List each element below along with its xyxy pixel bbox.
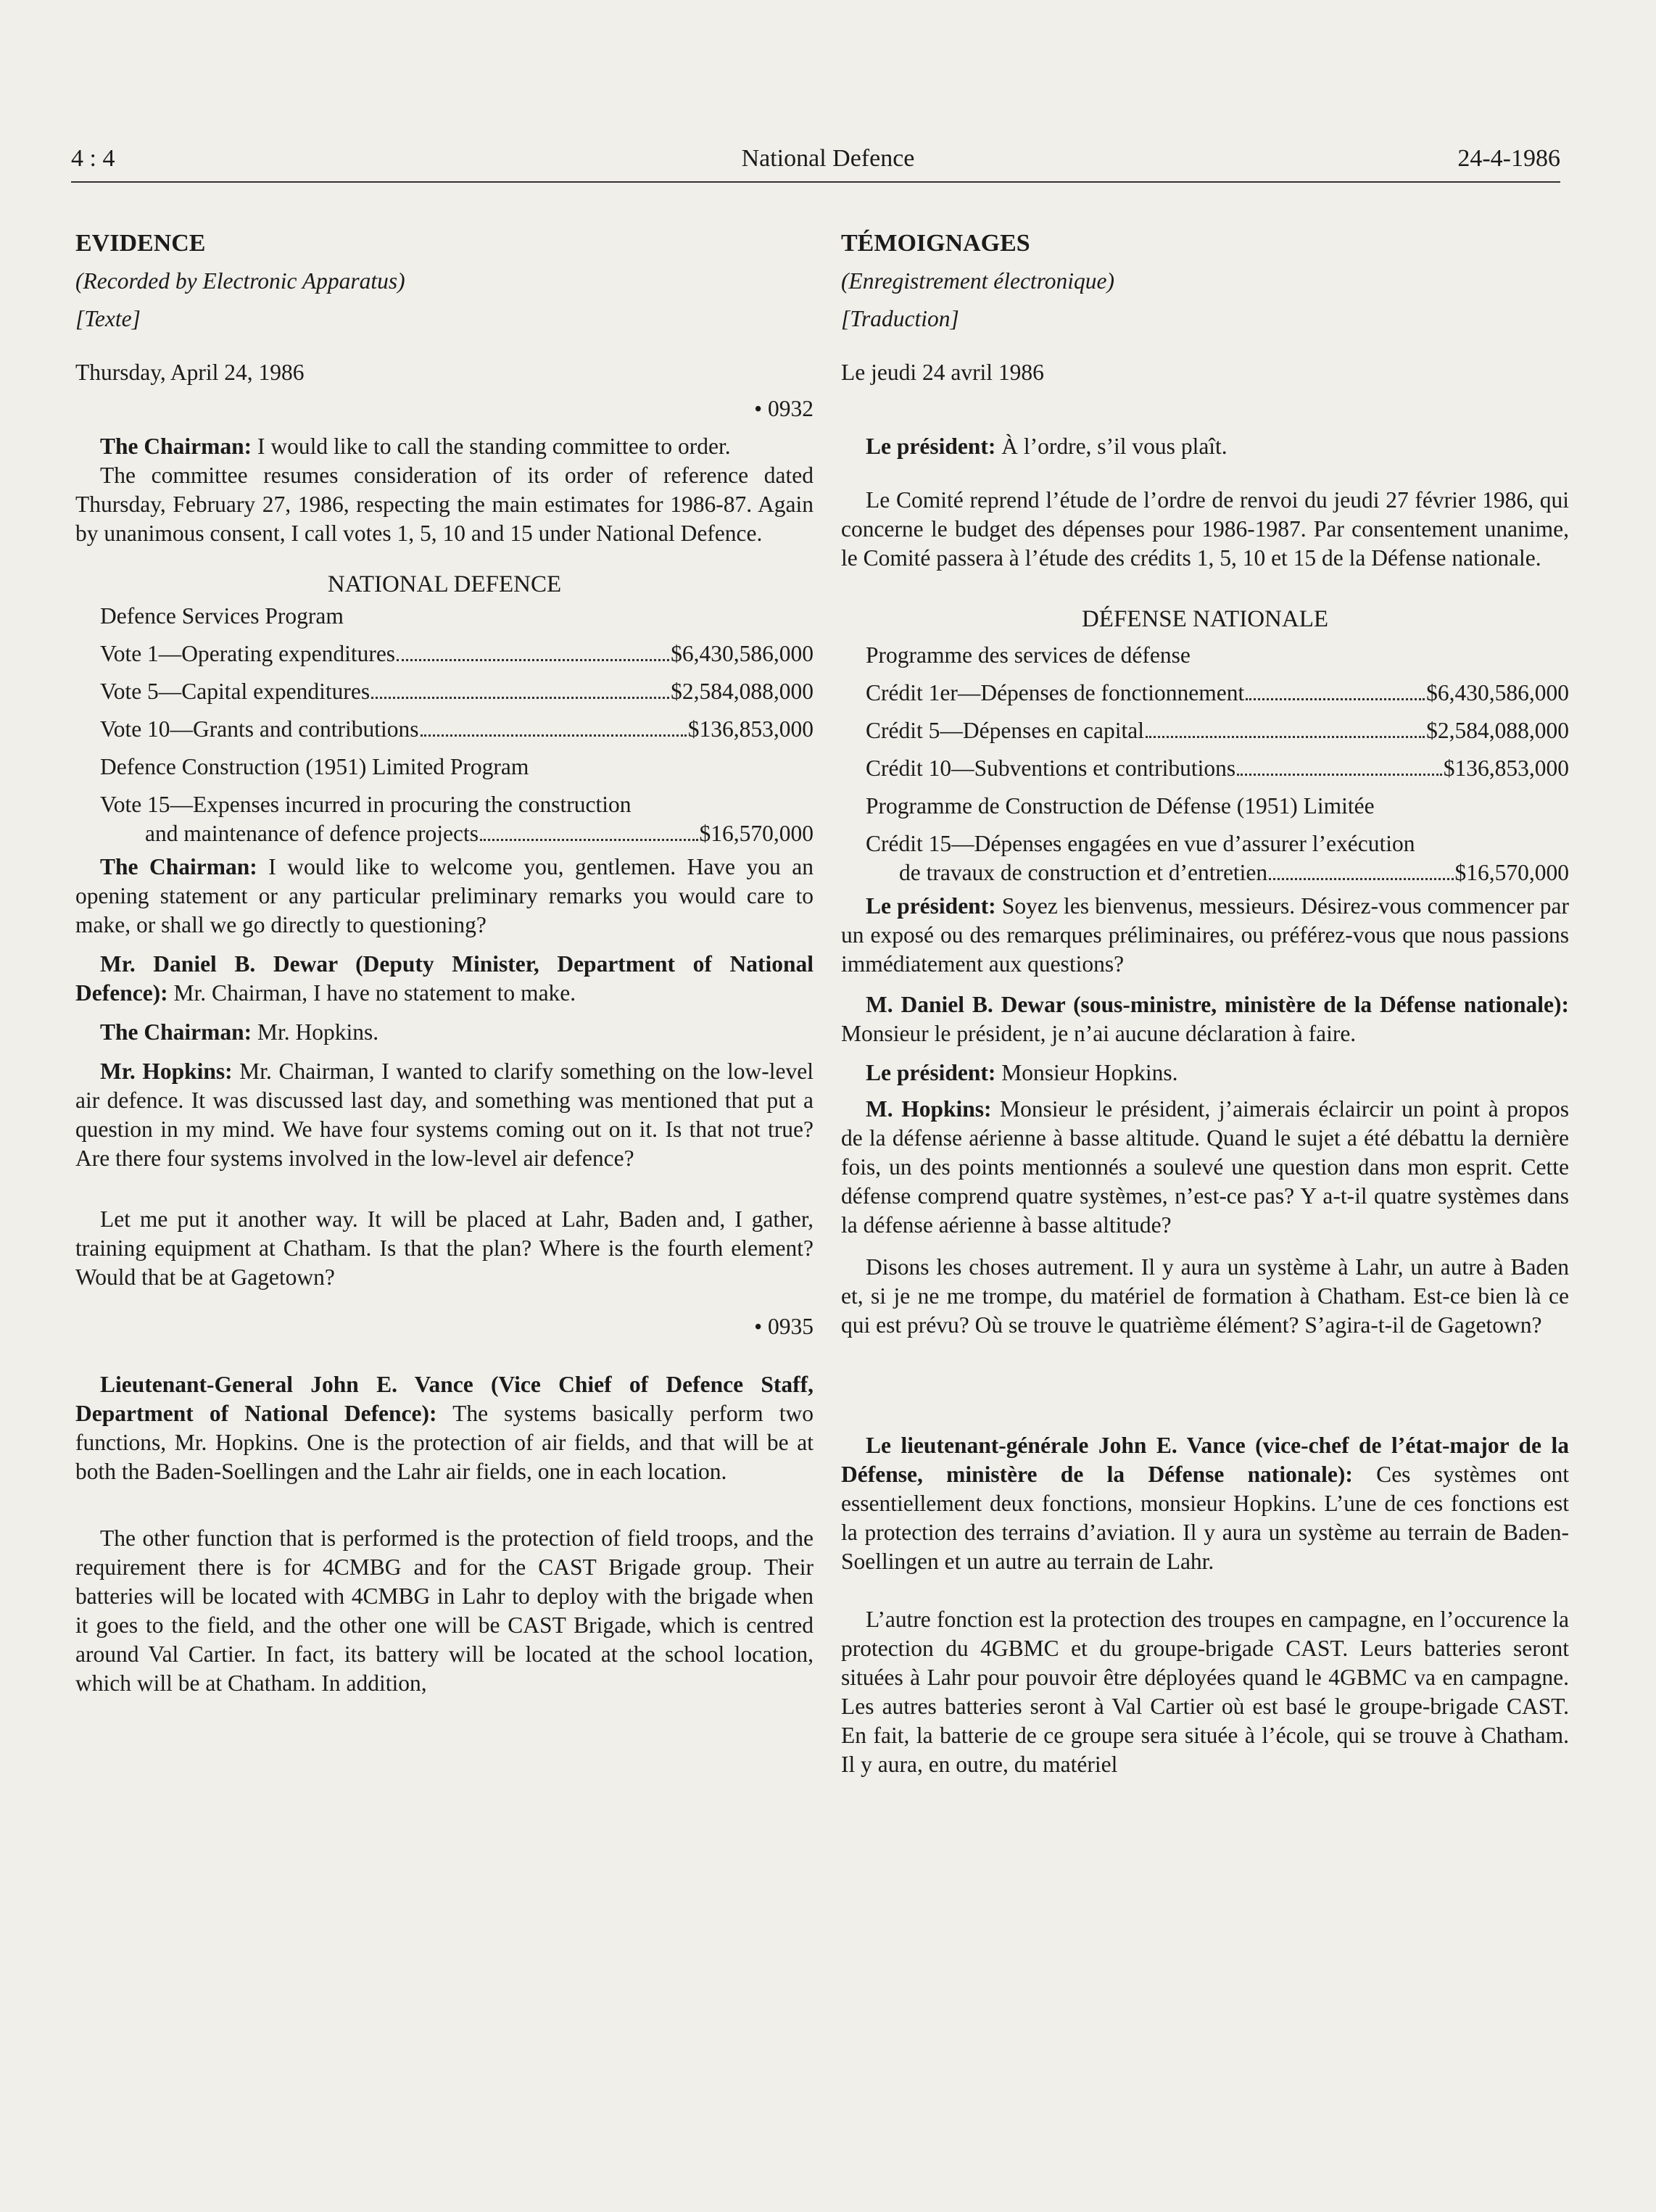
- recorded-note: (Recorded by Electronic Apparatus): [75, 268, 405, 294]
- credit-amount: $16,570,000: [1454, 860, 1569, 885]
- speaker-name: M. Hopkins:: [866, 1096, 992, 1122]
- credit-label: de travaux de construction et d’entretien: [899, 860, 1268, 885]
- program-title: Defence Services Program: [100, 603, 344, 629]
- language-tag: [Texte]: [75, 306, 141, 331]
- vote-amount: $136,853,000: [687, 716, 813, 742]
- vote-label: Vote 1—Operating expenditures: [100, 641, 396, 666]
- speaker-name: The Chairman:: [100, 854, 257, 879]
- speaker-name: Le président:: [866, 893, 996, 919]
- paragraph: The committee resumes consideration of its order of reference dated Thursday, February 27, 1986, respecting the main estimates for 1986-87. Again by unanimous consent, I call votes 1, 5, 10 and 15 under National Defence.: [75, 463, 813, 546]
- vote-line: [75, 677, 813, 706]
- speech-text: À l’ordre, s’il vous plaît.: [995, 434, 1227, 459]
- french-column: [841, 229, 1569, 1779]
- session-date: Le jeudi 24 avril 1986: [841, 360, 1044, 385]
- paragraph: Le Comité reprend l’étude de l’ordre de renvoi du jeudi 27 février 1986, qui concerne le budget des dépenses pour 1986-1987. Par consentement unanime, le Comité passera à l’étude des crédits 1, 5, 10 et 15 de la Défense nationale.: [841, 487, 1569, 571]
- vote-label: and maintenance of defence projects: [145, 821, 479, 846]
- credit-line: [841, 858, 1569, 887]
- speech-text: Mr. Chairman, I have no statement to make.: [167, 980, 576, 1006]
- speech-text: Monsieur le président, j’aimerais éclaircir un point à propos de la défense aérienne à basse altitude. Quand le sujet a été débattu la dernière fois, un des points mentionnés a soulevé une question dans mon esprit. Cette défense comprend quatre systèmes, n’est-ce pas? Y a-t-il quatre systèmes dans la défense aérienne à basse altitude?: [841, 1096, 1569, 1238]
- credit-line: [841, 679, 1569, 708]
- vote-label: Vote 10—Grants and contributions: [100, 716, 419, 742]
- speech-text: Mr. Hopkins.: [252, 1019, 379, 1045]
- vote-label: Vote 5—Capital expenditures: [100, 679, 370, 704]
- speech-text: Soyez les bienvenus, messieurs. Désirez-vous commencer par un exposé ou des remarques préliminaires, ou préférez-vous que nous passions immédiatement aux questions?: [841, 893, 1569, 977]
- evidence-heading: EVIDENCE: [75, 230, 206, 257]
- credit-label: Crédit 1er—Dépenses de fonctionnement: [866, 680, 1245, 705]
- speaker-name: M. Daniel B. Dewar (sous-ministre, ministère de la Défense nationale):: [866, 992, 1569, 1017]
- speech-paragraph: [75, 950, 813, 1008]
- speech-text: Monsieur Hopkins.: [995, 1060, 1178, 1085]
- vote-amount: $2,584,088,000: [671, 679, 813, 704]
- credit-line: [841, 716, 1569, 745]
- credit-line: Crédit 15—Dépenses engagées en vue d’assurer l’exécution: [866, 831, 1415, 856]
- vote-amount: $6,430,586,000: [671, 641, 813, 666]
- time-stamp: • 0935: [754, 1314, 813, 1339]
- speech-text: Monsieur le président, je n’ai aucune déclaration à faire.: [841, 1021, 1357, 1046]
- credit-label: Crédit 10—Subventions et contributions: [866, 755, 1236, 781]
- speech-text: The systems basically perform two functions, Mr. Hopkins. One is the protection of air fields, and that will be at both the Baden-Soellingen and the Lahr air fields, one in each location.: [75, 1401, 813, 1484]
- header-rule: [71, 181, 1560, 183]
- language-tag: [Traduction]: [841, 306, 959, 331]
- credit-amount: $6,430,586,000: [1426, 680, 1569, 705]
- speech-paragraph: [841, 1059, 1569, 1088]
- section-title: NATIONAL DEFENCE: [327, 571, 562, 597]
- temoignages-heading: TÉMOIGNAGES: [841, 230, 1030, 257]
- vote-amount: $16,570,000: [699, 821, 813, 846]
- paragraph: The other function that is performed is the protection of field troops, and the requirement there is for 4CMBG and for the CAST Brigade group. Their batteries will be located with 4CMBG in Lahr to deploy with the brigade when it goes to the field, and the other one will be CAST Brigade, which is centred around Val Cartier. In fact, its battery will be located at the school location, which will be at Chatham. In addition,: [75, 1525, 813, 1696]
- paragraph: Let me put it another way. It will be placed at Lahr, Baden and, I gather, training equipment at Chatham. Is that the plan? Where is the fourth element? Would that be at Gagetown?: [75, 1206, 813, 1290]
- speech-text: I would like to call the standing committee to order.: [252, 434, 731, 459]
- time-stamp: • 0932: [754, 396, 813, 421]
- speech-paragraph: [75, 1018, 813, 1047]
- credit-amount: $2,584,088,000: [1426, 718, 1569, 743]
- speech-paragraph: [841, 1431, 1569, 1576]
- speech-paragraph: [75, 1057, 813, 1173]
- credit-line: [841, 754, 1569, 783]
- paragraph: L’autre fonction est la protection des troupes en campagne, en l’occurence la protection du 4GBMC et du groupe-brigade CAST. Leurs batteries seront situées à Lahr pour pouvoir être déployées quand le 4GBMC va en campagne. Les autres batteries seront à Val Cartier où est basé le groupe-brigade CAST. En fait, la batterie de ce groupe sera située à l’école, qui se trouve à Chatham. Il y aura, en outre, du matériel: [841, 1607, 1569, 1777]
- speaker-name: Lieutenant-General John E. Vance (Vice Chief of Defence Staff, Department of National Defence):: [75, 1372, 813, 1426]
- program-title: Defence Construction (1951) Limited Program: [100, 754, 529, 779]
- program-title: Programme de Construction de Défense (1951) Limitée: [866, 793, 1375, 819]
- vote-line: Vote 15—Expenses incurred in procuring the construction: [100, 792, 632, 817]
- speech-text: Ces systèmes ont essentiellement deux fonctions, monsieur Hopkins. L’une de ces fonctions est la protection des terrains d’aviation. Il y aura un système au terrain de Baden-Soellingen et un autre au terrain de Lahr.: [841, 1462, 1570, 1574]
- speech-paragraph: [75, 1370, 813, 1486]
- speech-text: I would like to welcome you, gentlemen. Have you an opening statement or any particular preliminary remarks you would care to make, or shall we go directly to questioning?: [75, 854, 814, 937]
- speech-paragraph: [841, 892, 1569, 979]
- session-date: Thursday, April 24, 1986: [75, 360, 305, 385]
- english-column: [75, 229, 813, 1698]
- speech-paragraph: [841, 990, 1569, 1048]
- speech-paragraph: [75, 853, 813, 940]
- vote-line: [75, 715, 813, 744]
- speaker-name: Mr. Hopkins:: [100, 1059, 233, 1084]
- speaker-name: Le lieutenant-générale John E. Vance (vice-chef de l’état-major de la Défense, ministère de la Défense nationale):: [841, 1433, 1569, 1487]
- paragraph: Disons les choses autrement. Il y aura un système à Lahr, un autre à Baden et, si je ne me trompe, du matériel de formation à Chatham. Est-ce bien là ce qui est prévu? Où se trouve le quatrième élément? S’agira-t-il de Gagetown?: [841, 1254, 1569, 1338]
- credit-amount: $136,853,000: [1443, 755, 1569, 781]
- running-title: National Defence: [741, 145, 915, 172]
- page-date: 24-4-1986: [1457, 145, 1560, 172]
- page-number: 4 : 4: [71, 145, 115, 172]
- speech-paragraph: [841, 432, 1569, 461]
- speaker-name: Le président:: [866, 434, 996, 459]
- speaker-name: Mr. Daniel B. Dewar (Deputy Minister, Department of National Defence):: [75, 951, 813, 1006]
- speech-paragraph: [841, 1095, 1569, 1240]
- program-title: Programme des services de défense: [866, 642, 1191, 668]
- section-title: DÉFENSE NATIONALE: [1081, 606, 1329, 632]
- speaker-name: The Chairman:: [100, 1019, 252, 1045]
- speech-text: Mr. Chairman, I wanted to clarify something on the low-level air defence. It was discussed last day, and something was mentioned that put a question in my mind. We have four systems coming out on it. Is that not true? Are there four systems involved in the low-level air defence?: [75, 1059, 813, 1171]
- recorded-note: (Enregistrement électronique): [841, 268, 1115, 294]
- vote-line: [75, 819, 813, 848]
- speaker-name: The Chairman:: [100, 434, 252, 459]
- speaker-name: Le président:: [866, 1060, 996, 1085]
- credit-label: Crédit 5—Dépenses en capital: [866, 718, 1144, 743]
- speech-paragraph: [75, 432, 813, 461]
- vote-line: [75, 639, 813, 668]
